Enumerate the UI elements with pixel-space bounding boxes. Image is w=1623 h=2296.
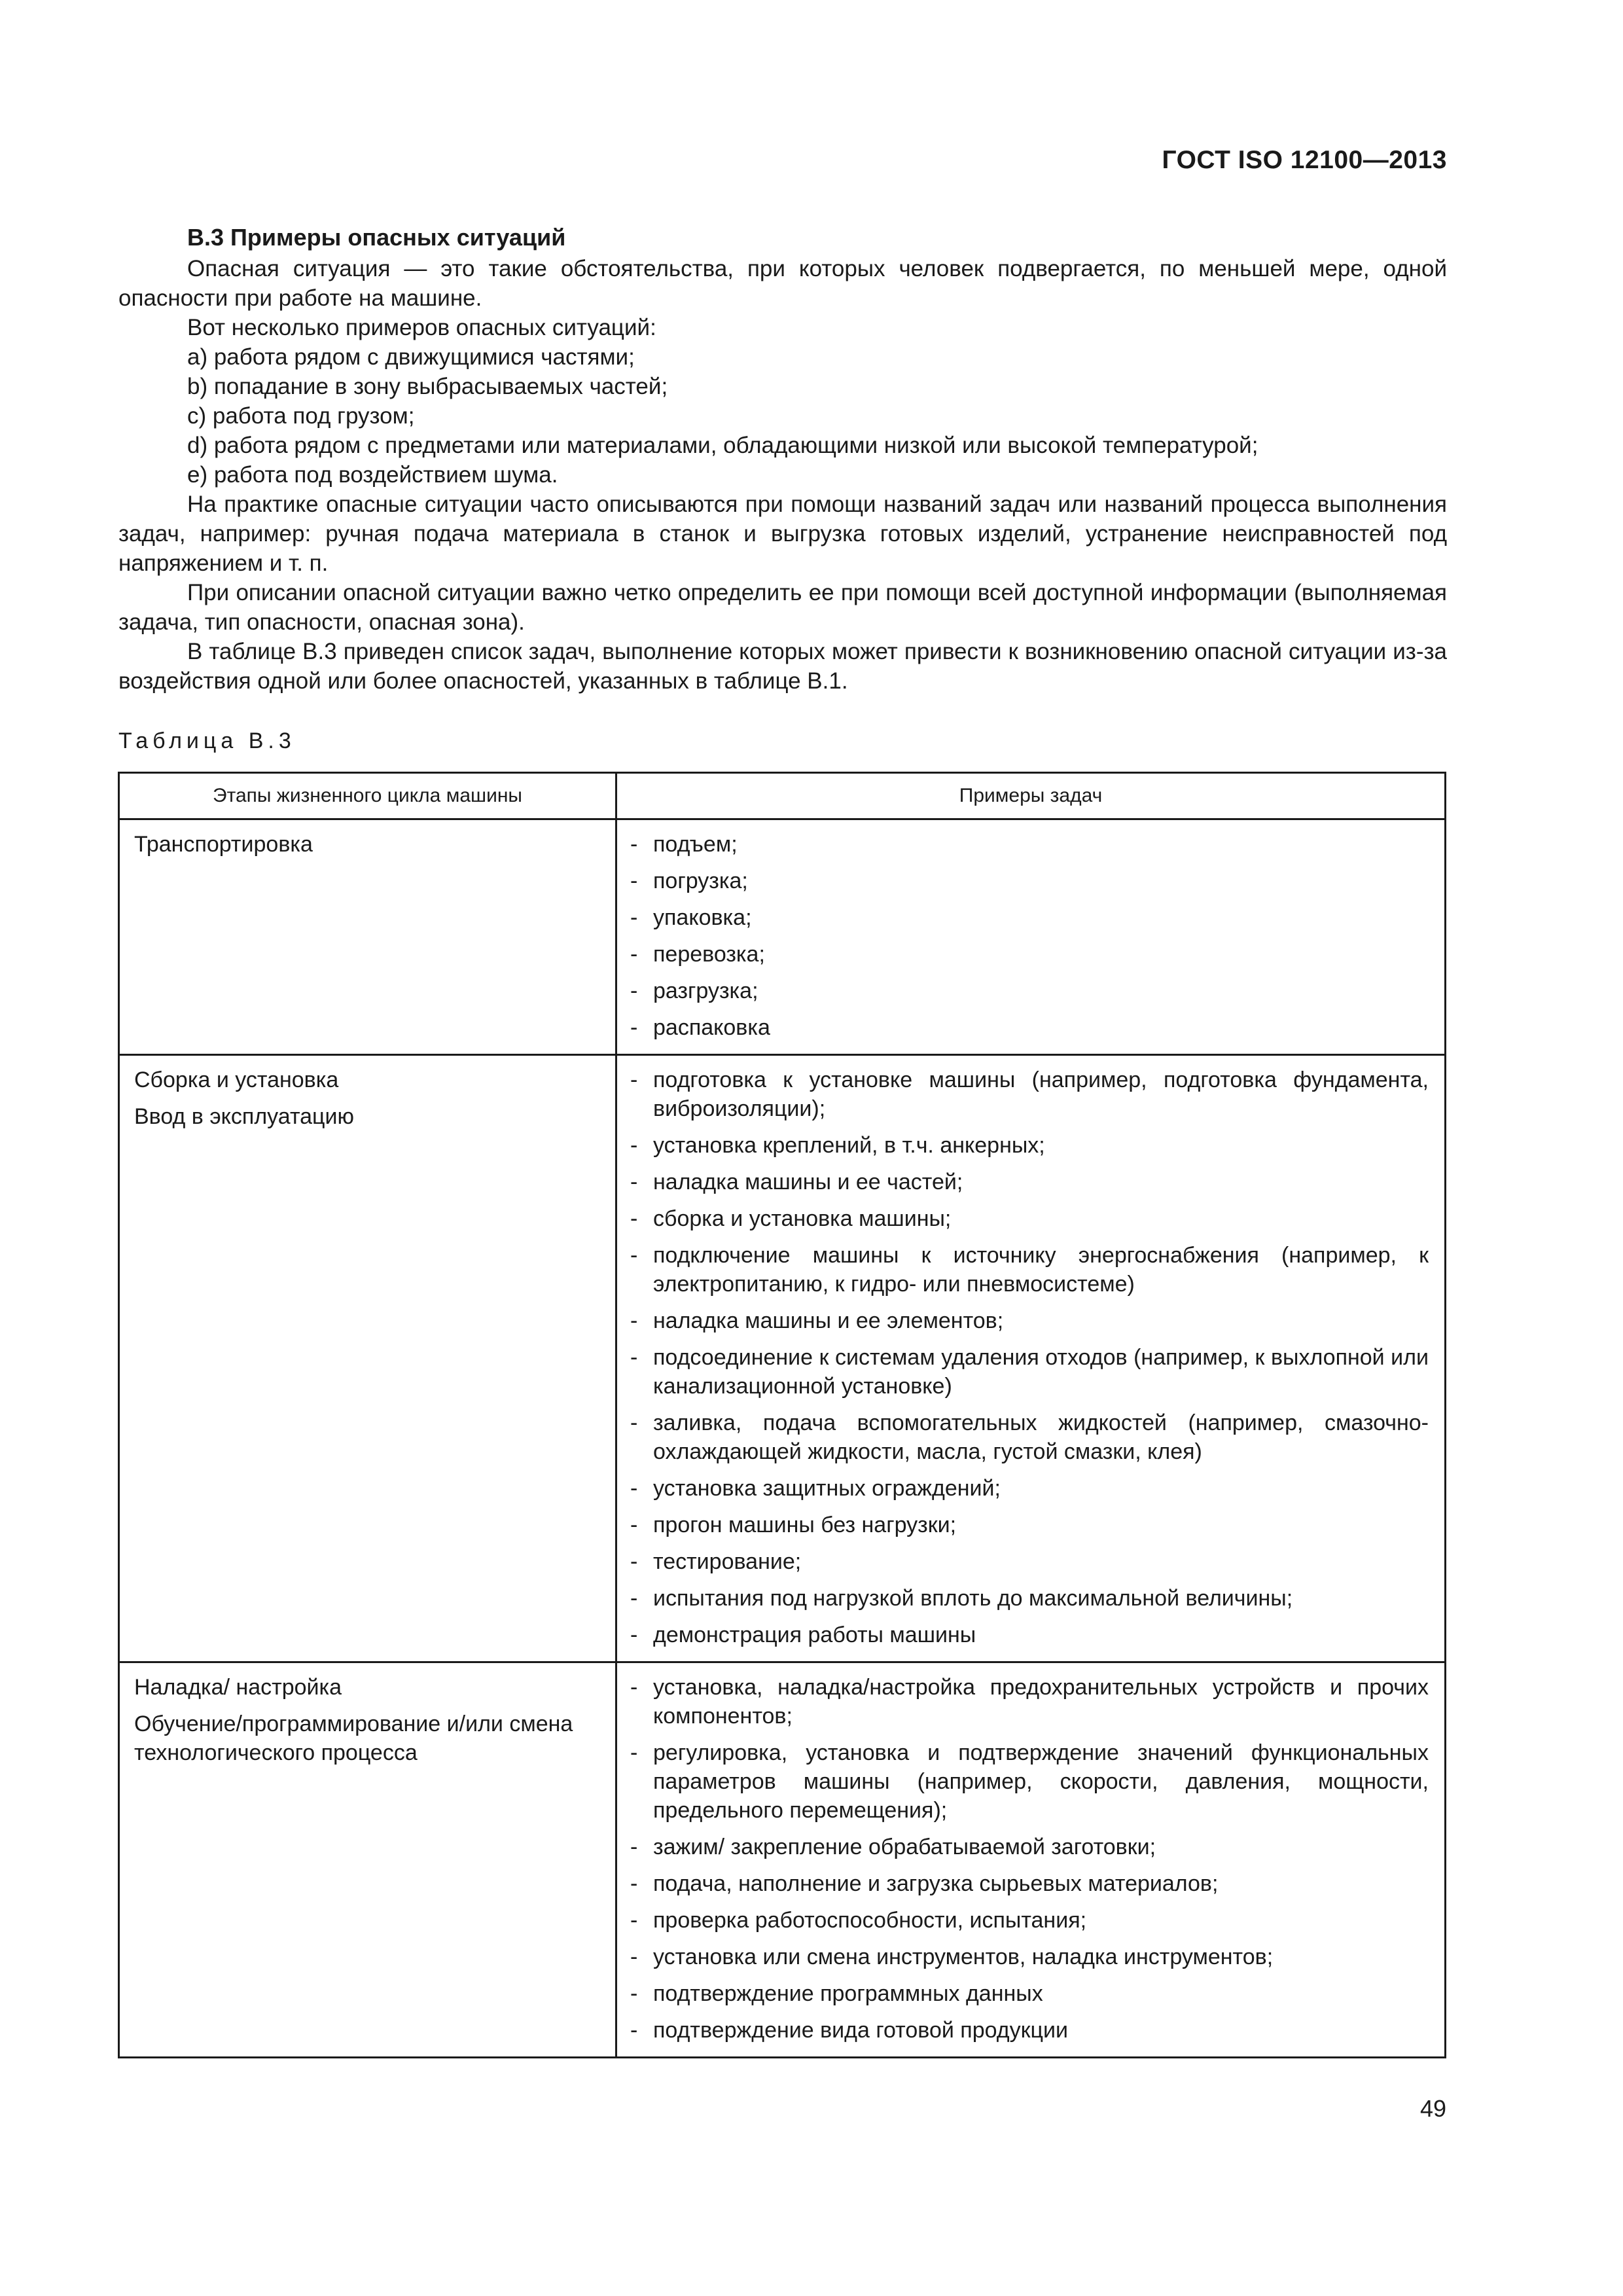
paragraph: На практике опасные ситуации часто описываются при помощи названий задач или названий процесса выполнения задач, например: ручная подача материала в станок и выгрузка готовых изделий, устранение неисправностей под напряжением и т. п. — [118, 492, 1447, 576]
dash-bullet: - — [630, 1623, 638, 1647]
task-text: наладка машины и ее элементов; — [653, 1308, 1004, 1333]
dash-bullet: - — [630, 1133, 638, 1158]
task-item — [630, 940, 1429, 969]
dash-bullet: - — [630, 1740, 638, 1765]
column-header-tasks: Примеры задач — [616, 773, 1446, 819]
dash-bullet: - — [630, 832, 638, 857]
task-item — [630, 1738, 1429, 1825]
task-item — [630, 867, 1429, 895]
dash-bullet: - — [630, 1206, 638, 1231]
task-text: подготовка к установке машины (например, подготовка фундамента, виброизоляции); — [653, 1067, 1429, 1121]
dash-bullet: - — [630, 1476, 638, 1501]
task-text: распаковка — [653, 1015, 770, 1040]
task-item — [630, 1584, 1429, 1613]
table-row — [119, 1055, 1446, 1662]
dash-bullet: - — [630, 1586, 638, 1611]
table-row — [119, 819, 1446, 1055]
dash-bullet: - — [630, 905, 638, 930]
task-item — [630, 1511, 1429, 1539]
task-text: подтверждение вида готовой продукции — [653, 2018, 1068, 2043]
task-item — [630, 1621, 1429, 1649]
task-item — [630, 1547, 1429, 1576]
tasks-cell — [616, 1662, 1446, 2058]
dash-bullet: - — [630, 1945, 638, 1969]
dash-bullet: - — [630, 1067, 638, 1092]
task-text: зажим/ закрепление обрабатываемой заготовки; — [653, 1835, 1156, 1859]
task-item — [630, 830, 1429, 859]
table-caption: Таблица В.3 — [118, 728, 296, 753]
task-text: наладка машины и ее частей; — [653, 1170, 963, 1194]
dash-bullet: - — [630, 1345, 638, 1370]
task-item — [630, 977, 1429, 1005]
list-item: с) работа под грузом; — [187, 403, 415, 429]
dash-bullet: - — [630, 869, 638, 893]
stage-label: Обучение/программирование и/или смена технологического процесса — [134, 1712, 573, 1765]
section-title: В.3 Примеры опасных ситуаций — [187, 224, 566, 251]
table-header-row — [119, 773, 1446, 819]
task-text: подключение машины к источнику энергоснабжения (например, к электропитанию, к гидро- или пневмосистеме) — [653, 1243, 1429, 1297]
task-text: погрузка; — [653, 869, 748, 893]
stage-label: Ввод в эксплуатацию — [134, 1104, 355, 1129]
task-text: заливка, подача вспомогательных жидкостей (например, смазочно-охлаждающей жидкости, масла, густой смазки, клея) — [653, 1410, 1429, 1464]
dash-bullet: - — [630, 1871, 638, 1896]
dash-bullet: - — [630, 1981, 638, 2006]
page-number: 49 — [1419, 2095, 1446, 2122]
task-item — [630, 1906, 1429, 1935]
task-item — [630, 2016, 1429, 2045]
stage-label: Сборка и установка — [134, 1067, 339, 1092]
list-intro: Вот несколько примеров опасных ситуаций: — [187, 315, 656, 340]
dash-bullet: - — [630, 942, 638, 967]
dash-bullet: - — [630, 2018, 638, 2043]
dash-bullet: - — [630, 1675, 638, 1700]
list-item: е) работа под воздействием шума. — [187, 462, 558, 488]
task-text: демонстрация работы машины — [653, 1623, 976, 1647]
dash-bullet: - — [630, 1908, 638, 1933]
task-text: испытания под нагрузкой вплоть до максимальной величины; — [653, 1586, 1293, 1611]
tasks-cell — [616, 819, 1446, 1055]
standard-header: ГОСТ ISO 12100—2013 — [1162, 146, 1447, 174]
stage-cell — [119, 1662, 616, 2058]
task-text: сборка и установка машины; — [653, 1206, 952, 1231]
task-item — [630, 1343, 1429, 1401]
task-text: регулировка, установка и подтверждение значений функциональных параметров машины (например, скорости, давления, мощности, предельного перемещения); — [653, 1740, 1429, 1823]
task-item — [630, 1943, 1429, 1971]
task-text: подтверждение программных данных — [653, 1981, 1043, 2006]
task-item — [630, 1474, 1429, 1503]
task-item — [630, 1673, 1429, 1731]
dash-bullet: - — [630, 1513, 638, 1537]
paragraph: В таблице В.3 приведен список задач, выполнение которых может привести к возникновению опасной ситуации из-за воздействия одной или более опасностей, указанных в таблице В.1. — [118, 639, 1447, 694]
task-text: разгрузка; — [653, 978, 758, 1003]
task-text: установка или смена инструментов, наладка инструментов; — [653, 1945, 1274, 1969]
task-text: подъем; — [653, 832, 738, 857]
section-body — [118, 223, 1447, 696]
table-body — [119, 819, 1446, 2058]
task-item — [630, 1241, 1429, 1299]
dash-bullet: - — [630, 1835, 638, 1859]
task-item — [630, 1168, 1429, 1196]
task-item — [630, 1013, 1429, 1042]
task-text: перевозка; — [653, 942, 765, 967]
task-text: упаковка; — [653, 905, 752, 930]
task-item — [630, 1066, 1429, 1123]
dash-bullet: - — [630, 978, 638, 1003]
intro-paragraph: Опасная ситуация — это такие обстоятельства, при которых человек подвергается, по меньшей мере, одной опасности при работе на машине. — [118, 256, 1447, 311]
task-item — [630, 1408, 1429, 1466]
task-item — [630, 903, 1429, 932]
dash-bullet: - — [630, 1170, 638, 1194]
list-item: b) попадание в зону выбрасываемых частей; — [187, 374, 668, 399]
task-item — [630, 1979, 1429, 2008]
stage-label: Транспортировка — [134, 832, 313, 857]
task-text: прогон машины без нагрузки; — [653, 1513, 957, 1537]
examples-list — [118, 342, 1447, 490]
task-item — [630, 1204, 1429, 1233]
stage-cell — [119, 819, 616, 1055]
task-text: установка, наладка/настройка предохранительных устройств и прочих компонентов; — [653, 1675, 1429, 1729]
dash-bullet: - — [630, 1308, 638, 1333]
column-header-stages: Этапы жизненного цикла машины — [119, 773, 616, 819]
dash-bullet: - — [630, 1410, 638, 1435]
table-row — [119, 1662, 1446, 2058]
task-item — [630, 1833, 1429, 1861]
stage-cell — [119, 1055, 616, 1662]
tasks-table — [118, 772, 1446, 2058]
list-item: а) работа рядом с движущимися частями; — [187, 344, 635, 370]
task-text: подсоединение к системам удаления отходов (например, к выхлопной или канализационной установке) — [653, 1345, 1429, 1399]
task-item — [630, 1306, 1429, 1335]
stage-label: Наладка/ настройка — [134, 1675, 342, 1700]
paragraph: При описании опасной ситуации важно четко определить ее при помощи всей доступной информации (выполняемая задача, тип опасности, опасная зона). — [118, 580, 1447, 635]
task-item — [630, 1131, 1429, 1160]
task-text: установка защитных ограждений; — [653, 1476, 1001, 1501]
tasks-cell — [616, 1055, 1446, 1662]
task-text: подача, наполнение и загрузка сырьевых материалов; — [653, 1871, 1219, 1896]
task-text: установка креплений, в т.ч. анкерных; — [653, 1133, 1045, 1158]
dash-bullet: - — [630, 1015, 638, 1040]
task-text: тестирование; — [653, 1549, 802, 1574]
task-text: проверка работоспособности, испытания; — [653, 1908, 1087, 1933]
task-item — [630, 1869, 1429, 1898]
dash-bullet: - — [630, 1549, 638, 1574]
dash-bullet: - — [630, 1243, 638, 1268]
list-item: d) работа рядом с предметами или материалами, обладающими низкой или высокой температурой; — [187, 433, 1258, 458]
